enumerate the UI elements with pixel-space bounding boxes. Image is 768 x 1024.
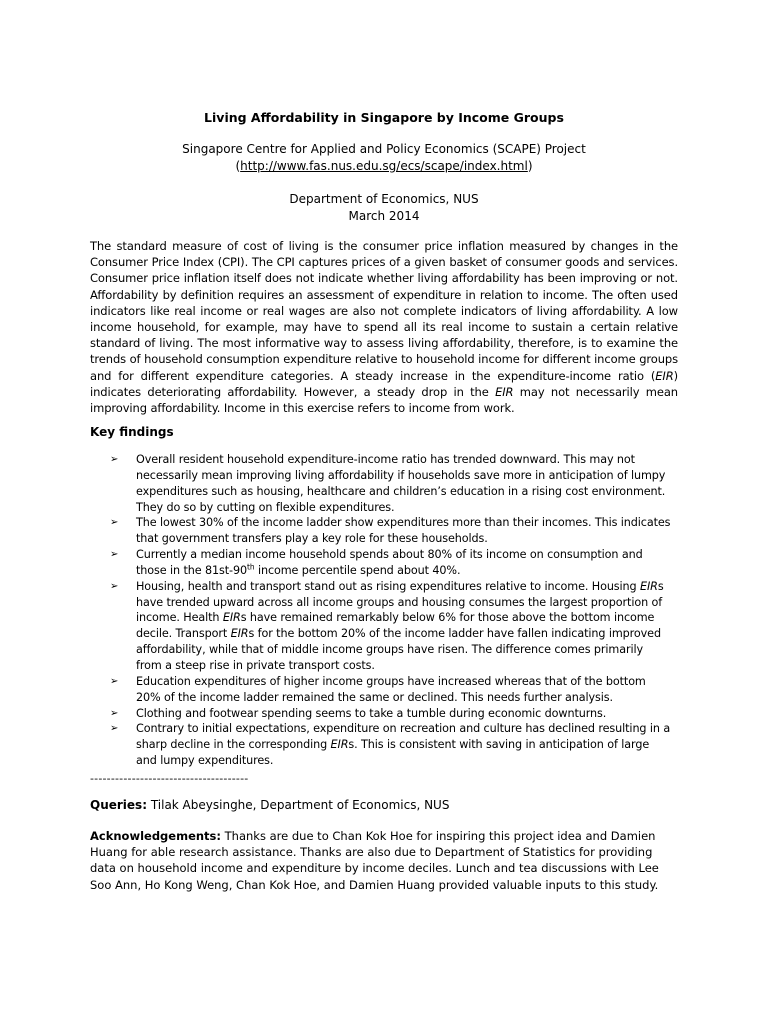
dashed-divider: -------------------------------------- [90, 772, 249, 785]
finding-text: The lowest 30% of the income ladder show expenditures more than their incomes. This indicates that government transfers play a key role for these households. [136, 516, 671, 546]
department-line: Department of Economics, NUS [289, 192, 479, 206]
intro-text-2: ) indicates deteriorating affordability. However, a steady drop in the [90, 368, 678, 399]
intro-paragraph [90, 238, 678, 416]
organization-line: Singapore Centre for Applied and Policy Economics (SCAPE) Project [182, 142, 586, 156]
arrow-bullet-icon: ➢ [110, 454, 119, 465]
intro-eir-1: EIR [655, 368, 674, 383]
acknowledgements-paragraph [90, 828, 672, 893]
finding-text: s for the bottom 20% of the income ladder have fallen indicating improved affordability, while that of middle income groups have risen. The difference comes primarily from a steep rise in private transport costs. [136, 627, 661, 672]
finding-item [110, 674, 672, 706]
finding-item [110, 721, 672, 769]
finding-item [110, 452, 672, 515]
finding-text: s have remained remarkably below 6% for those above the bottom income decile. Transport [136, 611, 655, 641]
finding-item [110, 547, 672, 579]
acknowledgements-label: Acknowledgements: [90, 829, 221, 843]
eir-term: EIR [330, 738, 349, 752]
arrow-bullet-icon: ➢ [110, 517, 119, 529]
arrow-bullet-icon: ➢ [110, 675, 119, 687]
key-findings-heading: Key findings [90, 425, 174, 439]
arrow-bullet-icon: ➢ [110, 580, 119, 592]
finding-item [110, 706, 672, 722]
finding-text: Currently a median income household spends about 80% of its income on consumption and those in the 81st-90 [136, 548, 643, 577]
acknowledgements-text: Thanks are due to Chan Kok Hoe for inspiring this project idea and Damien Huang for able research assistance. Thanks are also due to Department of Statistics for providing data on household income and expenditure by income deciles. Lunch and tea discussions with Lee Soo Ann, Ho Kong Weng, Chan Kok Hoe, and Damien Huang provided valuable inputs to this study. [90, 829, 659, 892]
key-findings-list [110, 452, 672, 769]
finding-item [110, 515, 672, 547]
finding-text: Contrary to initial expectations, expenditure on recreation and culture has declined resulting in a sharp decline in the corresponding [136, 722, 671, 752]
queries-label: Queries: [90, 798, 147, 812]
finding-text: Housing, health and transport stand out as rising expenditures relative to income. Housing [136, 579, 640, 593]
finding-text: Clothing and footwear spending seems to take a tumble during economic downturns. [136, 706, 607, 720]
finding-text: s have trended upward across all income groups and housing consumes the largest proportion of income. Health [136, 579, 664, 625]
finding-text: income percentile spend about 40%. [254, 563, 461, 577]
finding-text: Overall resident household expenditure-income ratio has trended downward. This may not necessarily mean improving living affordability if households save more in anticipation of lumpy expenditures such as housing, healthcare and children’s education in a rising cost environment. They do so by cutting on flexible expenditures. [136, 453, 666, 514]
eir-term: EIR [640, 579, 658, 593]
eir-term: EIR [230, 627, 249, 641]
finding-text: Education expenditures of higher income groups have increased whereas that of the bottom 20% of the income ladder remained the same or declined. This needs further analysis. [136, 674, 646, 704]
superscript-th: th [246, 562, 255, 572]
url-open-paren: ( [235, 159, 241, 173]
queries-text: Tilak Abeysinghe, Department of Economics, NUS [147, 798, 450, 812]
finding-item [110, 579, 672, 674]
queries-line [90, 798, 449, 812]
finding-text: s. This is consistent with saving in anticipation of large and lumpy expenditures. [136, 738, 650, 768]
arrow-bullet-icon: ➢ [110, 707, 119, 719]
eir-term: EIR [222, 611, 241, 625]
intro-text-3: may not necessarily mean improving affordability. Income in this exercise refers to income from work. [90, 384, 678, 416]
arrow-bullet-icon: ➢ [110, 723, 119, 735]
intro-text-1: The standard measure of cost of living is the consumer price inflation measured by changes in the Consumer Price Index (CPI). The CPI captures prices of a given basket of consumer goods and services. Consumer price inflation itself does not indicate whether living affordability has been improving or not. Affordability by definition requires an assessment of expenditure in relation to income. The often used indicators like real income or real wages are also not complete indicators of living affordability. A low income household, for example, may have to spend all its real income to sustain a certain relative standard of living. The most informative way to assess living affordability, therefore, is to examine the trends of household consumption expenditure relative to household income for different income groups and for different expenditure categories. A steady increase in the expenditure-income ratio ( [90, 239, 678, 383]
url-close-paren: ) [527, 159, 533, 173]
project-url-link[interactable]: http://www.fas.nus.edu.sg/ecs/scape/index.html [240, 159, 528, 173]
url-line [0, 159, 768, 173]
date-line: March 2014 [348, 209, 420, 223]
intro-eir-2: EIR [495, 384, 514, 399]
arrow-bullet-icon: ➢ [110, 549, 119, 561]
document-title: Living Affordability in Singapore by Income Groups [204, 110, 564, 125]
